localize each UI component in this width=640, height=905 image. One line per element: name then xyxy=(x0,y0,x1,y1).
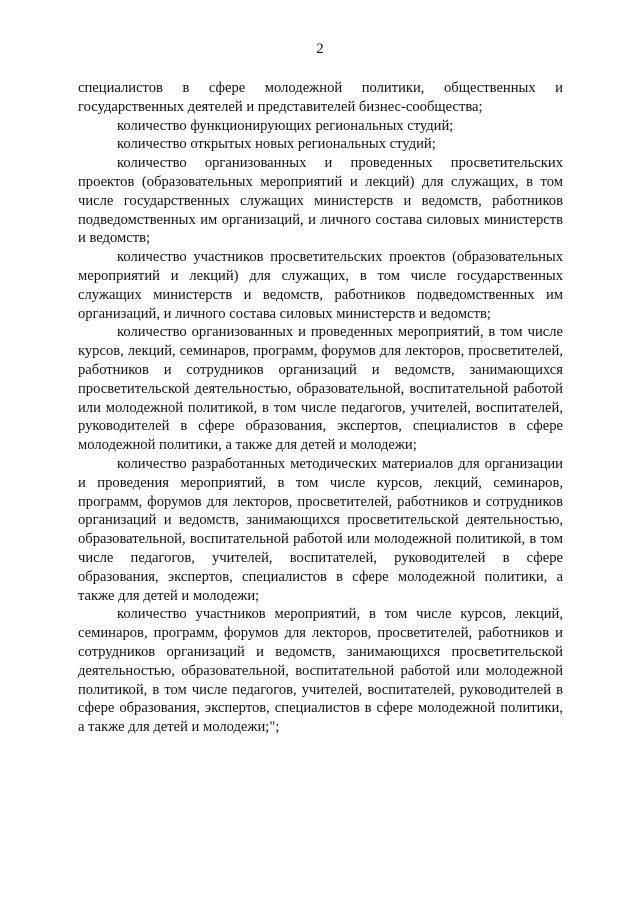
paragraph-methodical-materials-count: количество разработанных методических материалов для организации и проведения мероприятий, в том числе курсов, лекций, семинаров, программ, форумов для лекторов, просветителей, работников и сотрудников организаций и ведомств, занимающихся просветительской деятельностью, образовательной, воспитательной работой или молодежной политикой, в том числе педагогов, учителей, воспитателей, руководителей в сфере образования, экспертов, специалистов в сфере молодежной политики, а также для детей и молодежи; xyxy=(78,455,563,604)
paragraph-continuation: специалистов в сфере молодежной политики, общественных и государственных деятелей и представителей бизнес-сообщества; xyxy=(78,80,563,115)
paragraph-regional-studios-functioning: количество функционирующих региональных студий; xyxy=(117,117,454,134)
paragraph-educational-projects-participants: количество участников просветительских проектов (образовательных мероприятий и лекций) для служащих, в том числе государственных служащих министерств и ведомств, работников подведомственных им организаций, и личного состава силовых министерств и ведомств; xyxy=(78,249,563,322)
page-number: 2 xyxy=(316,41,324,57)
document-body xyxy=(78,79,563,737)
paragraph-educational-projects-count: количество организованных и проведенных просветительских проектов (образовательных мероприятий и лекций) для служащих, в том числе государственных служащих министерств и ведомств, работников подведомственных им организаций, и личного состава силовых министерств и ведомств; xyxy=(78,155,563,247)
paragraph-events-participants: количество участников мероприятий, в том числе курсов, лекций, семинаров, программ, форумов для лекторов, просветителей, работников и сотрудников организаций и ведомств, занимающихся просветительской деятельностью, образовательной, воспитательной работой или молодежной политикой, в том числе педагогов, учителей, воспитателей, руководителей в сфере образования, экспертов, специалистов в сфере молодежной политики, а также для детей и молодежи;"; xyxy=(78,606,563,736)
paragraph-events-count: количество организованных и проведенных мероприятий, в том числе курсов, лекций, семинаров, программ, форумов для лекторов, просветителей, работников и сотрудников организаций и ведомств, занимающихся просветительской деятельностью, образовательной, воспитательной работой или молодежной политикой, в том числе педагогов, учителей, воспитателей, руководителей в сфере образования, экспертов, специалистов в сфере молодежной политики, а также для детей и молодежи; xyxy=(78,324,563,454)
paragraph-regional-studios-opened: количество открытых новых региональных студий; xyxy=(117,136,436,153)
